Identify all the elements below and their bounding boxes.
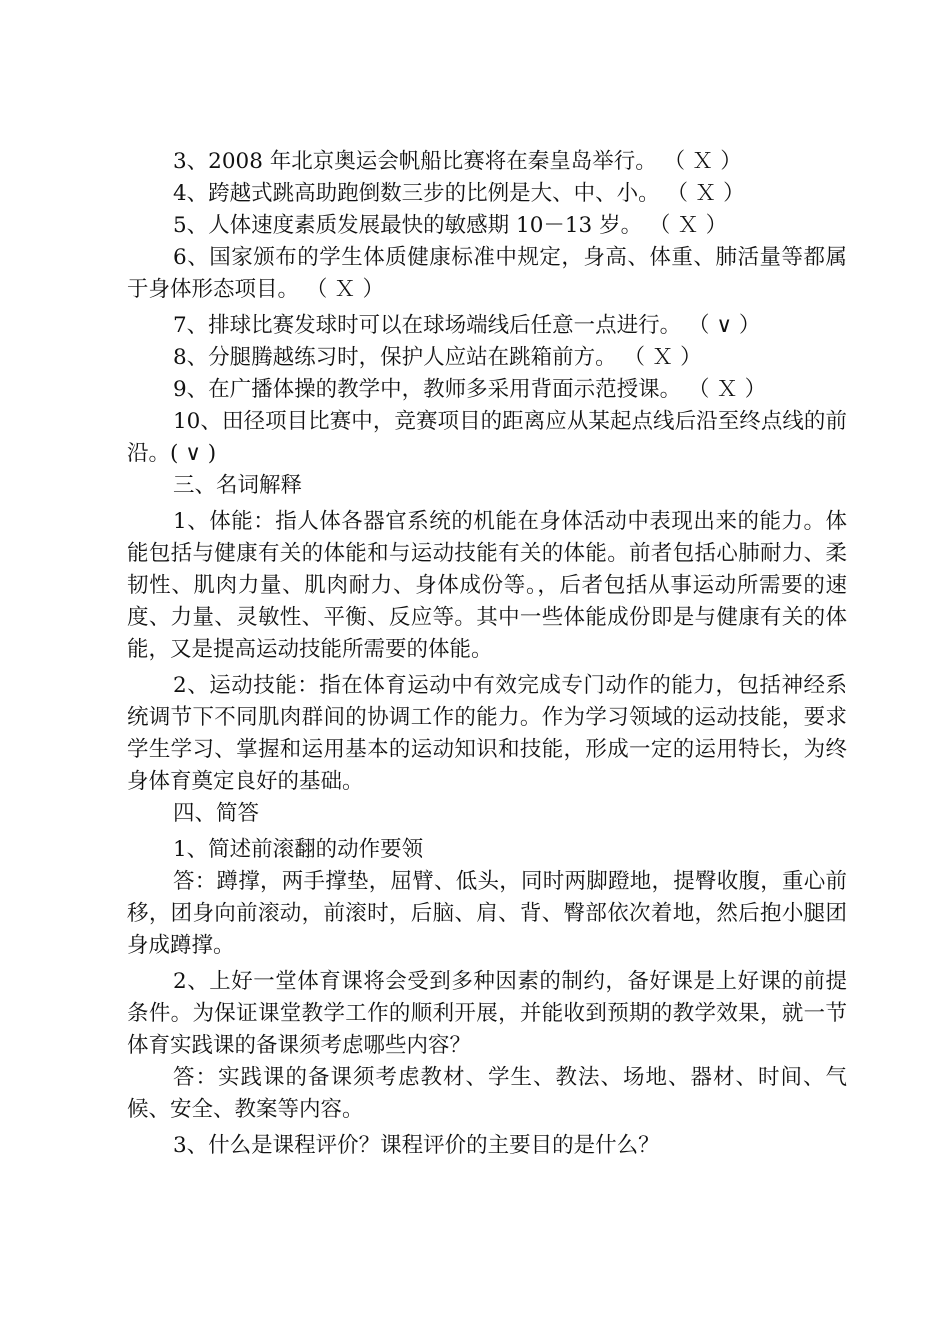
definition-motor-skills: 2、运动技能：指在体育运动中有效完成专门动作的能力，包括神经系统调节下不同肌肉群间的协调工作的能力。作为学习领域的运动技能，要求学生学习、掌握和运用基本的运动知识和技能，形成一定的运用特长，为终身体育奠定良好的基础。 (127, 673, 847, 794)
document-body (127, 146, 847, 1162)
short-answer-answer-1: 答：蹲撑，两手撑垫，屈臂、低头，同时两脚蹬地，提臀收腹，重心前移，团身向前滚动，前滚时，后脑、肩、背、臀部依次着地，然后抱小腿团身成蹲撑。 (127, 869, 847, 958)
question-10-true-false: 10、田径项目比赛中，竞赛项目的距离应从某起点线后沿至终点线的前沿。( ∨ ) (127, 409, 847, 466)
section-heading-short-answer: 四、简答 (173, 801, 260, 826)
short-answer-question-2: 2、上好一堂体育课将会受到多种因素的制约，备好课是上好课的前提条件。为保证课堂教学工作的顺利开展，并能收到预期的教学效果，就一节体育实践课的备课须考虑哪些内容？ (127, 969, 847, 1058)
question-4-true-false: 4、跨越式跳高助跑倒数三步的比例是大、中、小。 （ Ｘ ） (173, 181, 745, 206)
short-answer-question-1: 1、简述前滚翻的动作要领 (173, 837, 424, 862)
question-7-true-false: 7、排球比赛发球时可以在球场端线后任意一点进行。 （ ∨ ） (173, 313, 761, 338)
question-8-true-false: 8、分腿腾越练习时，保护人应站在跳箱前方。 （ Ｘ ） (173, 345, 702, 370)
question-9-true-false: 9、在广播体操的教学中，教师多采用背面示范授课。 （ Ｘ ） (173, 377, 767, 402)
short-answer-answer-2: 答：实践课的备课须考虑教材、学生、教法、场地、器材、时间、气候、安全、教案等内容。 (127, 1065, 847, 1122)
question-5-true-false: 5、人体速度素质发展最快的敏感期 10－13 岁。 （ Ｘ ） (173, 213, 728, 238)
question-6-true-false: 6、国家颁布的学生体质健康标准中规定，身高、体重、肺活量等都属于身体形态项目。 （ Ｘ ） (127, 245, 847, 302)
section-heading-term-definitions: 三、名词解释 (173, 473, 303, 498)
short-answer-question-3: 3、什么是课程评价？课程评价的主要目的是什么？ (173, 1133, 660, 1158)
question-3-true-false: 3、2008 年北京奥运会帆船比赛将在秦皇岛举行。 （ Ｘ ） (173, 149, 742, 174)
definition-physical-fitness: 1、体能：指人体各器官系统的机能在身体活动中表现出来的能力。体能包括与健康有关的体能和与运动技能有关的体能。前者包括心肺耐力、柔韧性、肌肉力量、肌肉耐力、身体成份等。，后者包括从事运动所需要的速度、力量、灵敏性、平衡、反应等。其中一些体能成份即是与健康有关的体能，又是提高运动技能所需要的体能。 (127, 509, 847, 662)
